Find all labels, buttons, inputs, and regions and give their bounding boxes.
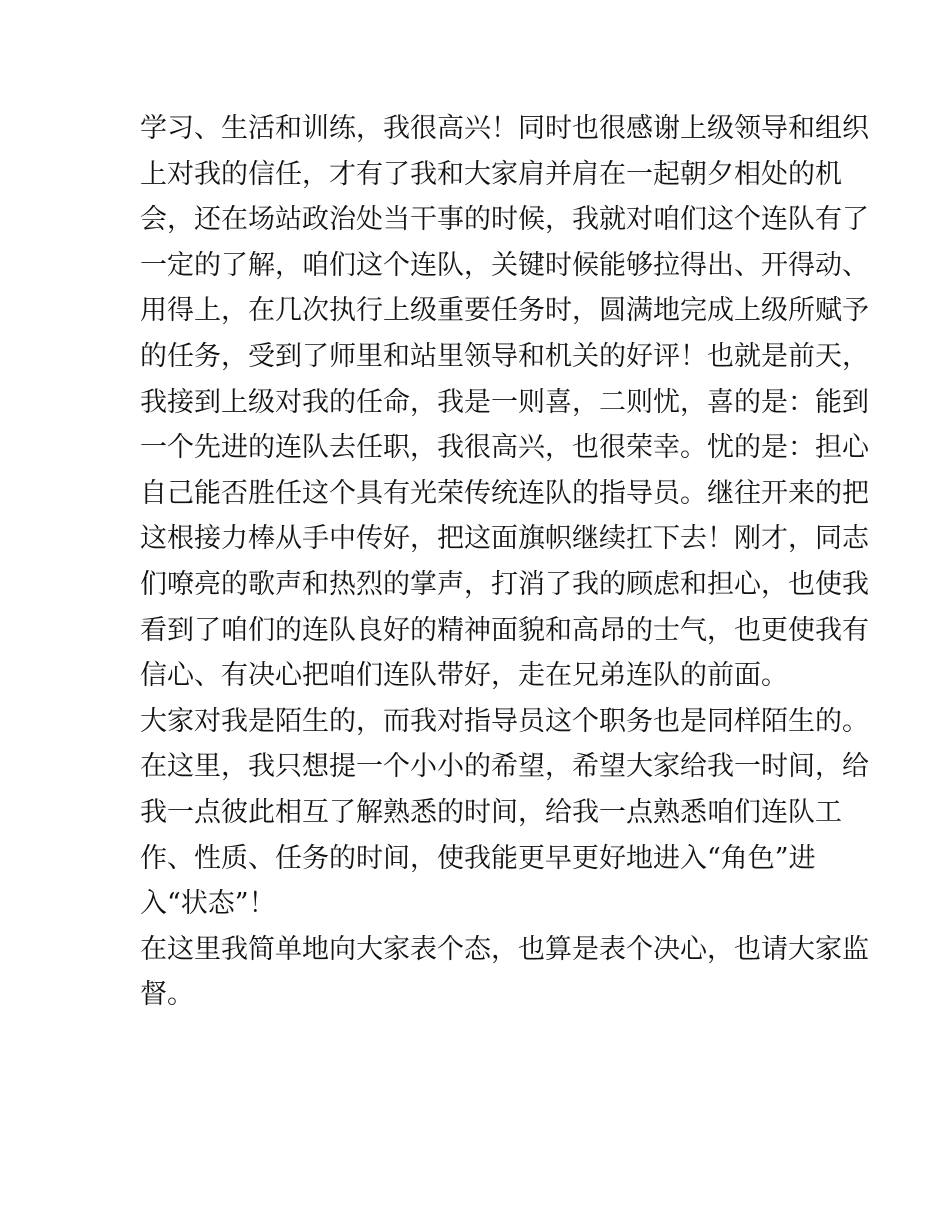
text-line-4: 一定的了解，咱们这个连队，关键时候能够拉得出、开得动、 [140, 249, 869, 281]
body-text [140, 106, 869, 1018]
text-line-12: 看到了咱们的连队良好的精神面貌和高昂的士气，也更使我有 [140, 614, 869, 646]
text-line-9: 自己能否胜任这个具有光荣传统连队的指导员。继往开来的把 [140, 477, 869, 509]
text-line-19: 在这里我简单地向大家表个态，也算是表个决心，也请大家监 [140, 933, 869, 965]
text-line-13: 信心、有决心把咱们连队带好，走在兄弟连队的前面。 [140, 660, 788, 692]
text-line-16: 我一点彼此相互了解熟悉的时间，给我一点熟悉咱们连队工 [140, 796, 842, 828]
text-line-7: 我接到上级对我的任命，我是一则喜，二则忧，喜的是：能到 [140, 386, 869, 418]
text-line-6: 的任务，受到了师里和站里领导和机关的好评！也就是前天， [140, 340, 869, 372]
text-line-18: 入“状态”！ [140, 888, 276, 920]
text-line-15: 在这里，我只想提一个小小的希望，希望大家给我一时间，给 [140, 751, 869, 783]
text-line-17: 作、性质、任务的时间，使我能更早更好地进入“角色”进 [140, 842, 816, 874]
text-line-14: 大家对我是陌生的，而我对指导员这个职务也是同样陌生的。 [140, 705, 869, 737]
text-line-3: 会，还在场站政治处当干事的时候，我就对咱们这个连队有了 [140, 204, 869, 236]
text-line-10: 这根接力棒从手中传好，把这面旗帜继续扛下去！刚才，同志 [140, 523, 869, 555]
text-line-1: 学习、生活和训练，我很高兴！同时也很感谢上级领导和组织 [140, 113, 869, 144]
text-line-8: 一个先进的连队去任职，我很高兴，也很荣幸。忧的是：担心 [140, 432, 869, 464]
text-line-20: 督。 [140, 979, 194, 1011]
text-line-11: 们嘹亮的歌声和热烈的掌声，打消了我的顾虑和担心，也使我 [140, 568, 869, 600]
text-line-2: 上对我的信任，才有了我和大家肩并肩在一起朝夕相处的机 [140, 158, 842, 190]
text-line-5: 用得上，在几次执行上级重要任务时，圆满地完成上级所赋予 [140, 295, 869, 327]
